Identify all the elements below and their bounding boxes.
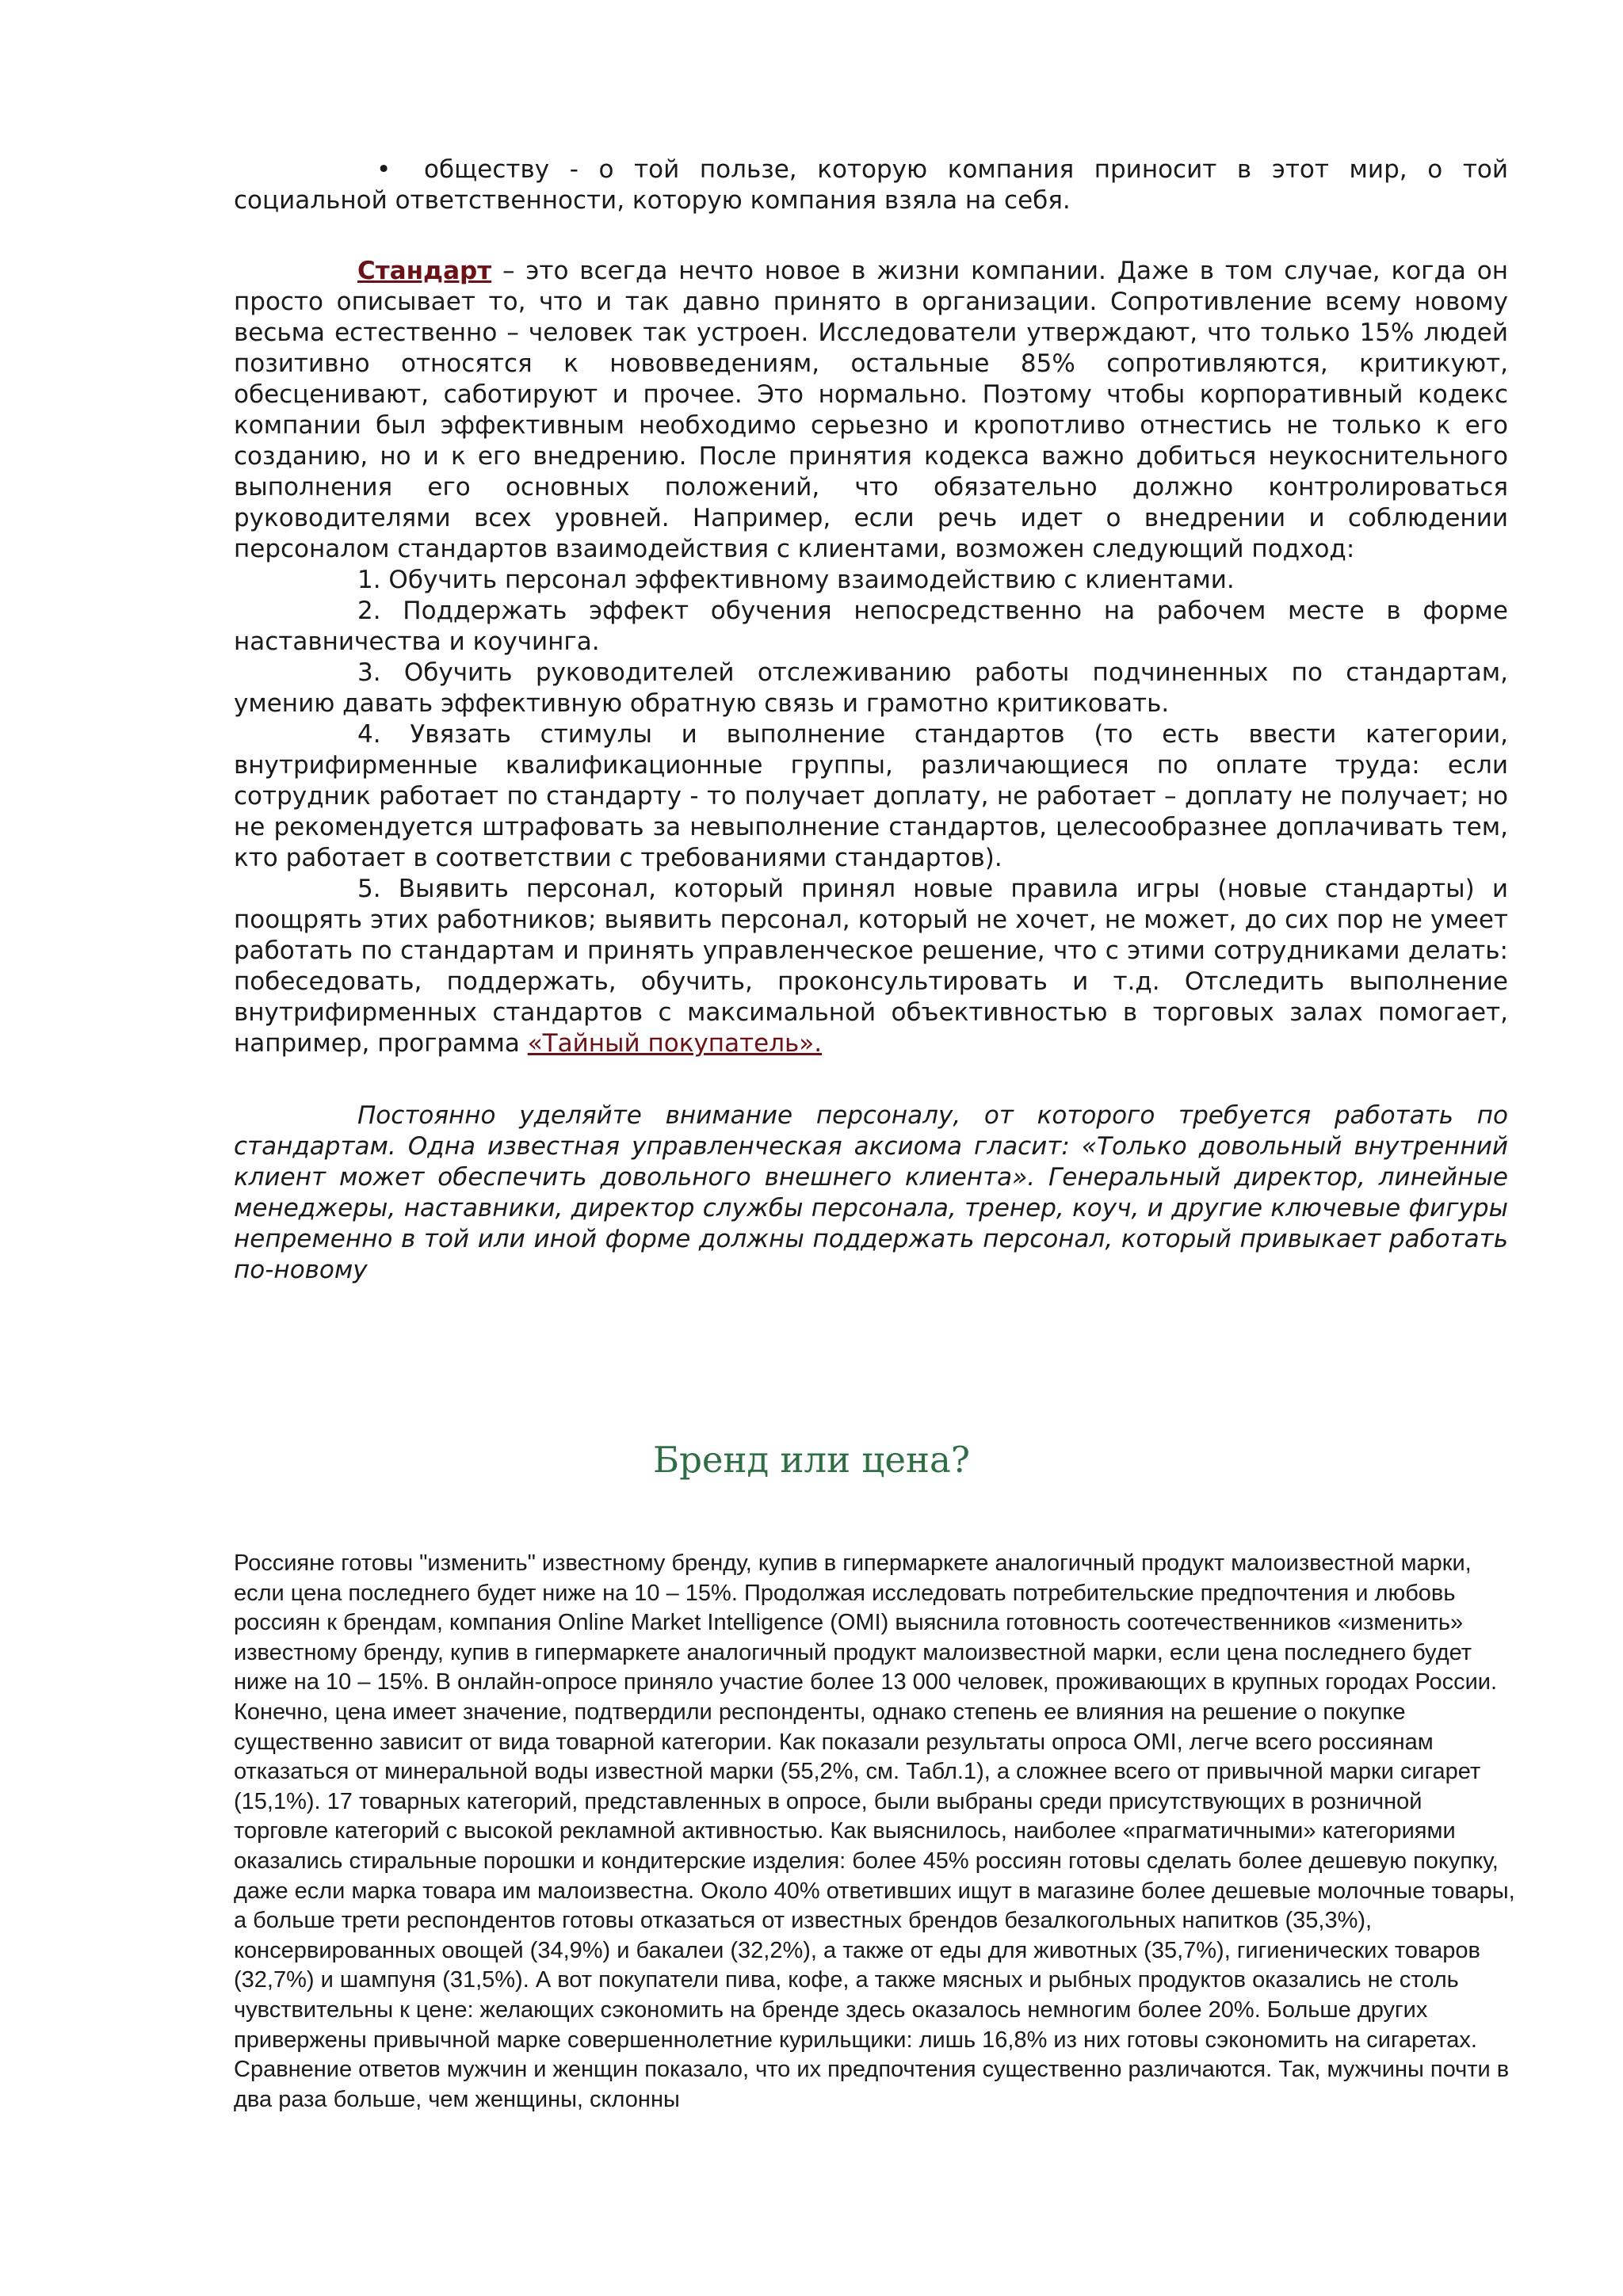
standard-paragraph [234, 256, 1508, 565]
bullet-icon: • [376, 155, 391, 184]
standard-text: – это всегда нечто новое в жизни компании. Даже в том случае, когда он просто описывает то, что и так давно принято в организации. Сопротивление всему новому весьма естественно – человек так устроен. Исследователи утверждают, что только 15% людей позитивно относятся к нововведениям, остальные 85% сопротивляются, критикуют, обесценивают, саботируют и прочее. Это нормально. Поэтому чтобы корпоративный кодекс компании был эффективным необходимо серьезно и кропотливо отнестись не только к его созданию, но и к его внедрению. После принятия кодекса важно добиться неукоснительного выполнения его основных положений, что обязательно должно контролироваться руководителями всех уровней. Например, если речь идет о внедрении и соблюдении персоналом стандартов взаимодействия с клиентами, возможен следующий подход: [234, 257, 1508, 563]
step-item: 2. Поддержать эффект обучения непосредственно на рабочем месте в форме наставничества и коучинга. [234, 597, 1508, 656]
bullet-paragraph [234, 154, 1508, 216]
standard-term-link[interactable]: Стандарт [357, 257, 492, 285]
article-title: Бренд или цена? [653, 1439, 970, 1481]
step-item: 3. Обучить руководителей отслеживанию работы подчиненных по стандартам, умению давать эффективную обратную связь и грамотно критиковать. [234, 658, 1508, 718]
step-item-5 [234, 874, 1508, 1059]
step-item: 1. Обучить персонал эффективному взаимодействию с клиентами. [357, 566, 1235, 594]
italic-note: Постоянно уделяйте внимание персоналу, от которого требуется работать по стандартам. Одна известная управленческая аксиома гласит: «Только довольный внутренний клиент может обеспечить довольного внешнего клиента». Генеральный директор, линейные менеджеры, наставники, директор службы персонала, тренер, коуч, и другие ключевые фигуры непременно в той или иной форме должны поддержать персонал, который привыкает работать по-новому [234, 1101, 1508, 1284]
article-body [234, 1549, 1518, 2115]
page-content [234, 154, 1508, 1286]
step-5-text: 5. Выявить персонал, который принял новые правила игры (новые стандарты) и поощрять этих работников; выявить персонал, который не хочет, не может, до сих пор не умеет работать по стандартам и принять управленческое решение, что с этими сотрудниками делать: побеседовать, поддержать, обучить, проконсультировать и т.д. Отследить выполнение внутрифирменных стандартов с максимальной объективностью в торговых залах помогает, например, программа [234, 875, 1508, 1058]
bullet-text: обществу - о той пользе, которую компания приносит в этот мир, о той социальной ответственности, которую компания взяла на себя. [234, 155, 1508, 215]
article-paragraph: Россияне готовы "изменить" известному бренду, купив в гипермаркете аналогичный продукт малоизвестной марки, если цена последнего будет ниже на 10 – 15%. Продолжая исследовать потребительские предпочтения и любовь россиян к брендам, компания Online Market Intelligence (OMI) выяснила готовность соотечественников «изменить» известному бренду, купив в гипермаркете аналогичный продукт малоизвестной марки, если цена последнего будет ниже на 10 – 15%. В онлайн-опросе приняло участие более 13 000 человек, проживающих в крупных городах России. Конечно, цена имеет значение, подтвердили респонденты, однако степень ее влияния на решение о покупке существенно зависит от вида товарной категории. Как показали результаты опроса OMI, легче всего россиянам отказаться от минеральной воды известной марки (55,2%, см. Табл.1), а сложнее всего от привычной марки сигарет (15,1%). 17 товарных категорий, представленных в опросе, были выбраны среди присутствующих в розничной торговле категорий с высокой рекламной активностью. Как выяснилось, наиболее «прагматичными» категориями оказались стиральные порошки и кондитерские изделия: более 45% россиян готовы сделать более дешевую покупку, даже если марка товара им малоизвестна. Около 40% ответивших ищут в магазине более дешевые молочные товары, а больше трети респондентов готовы отказаться от известных брендов безалкогольных напитков (35,3%), консервированных овощей (34,9%) и бакалеи (32,2%), а также от еды для животных (35,7%), гигиенических товаров (32,7%) и шампуня (31,5%). А вот покупатели пива, кофе, а также мясных и рыбных продуктов оказались не столь чувствительны к цене: желающих сэкономить на бренде здесь оказалось немногим более 20%. Больше других привержены привычной марке совершеннолетние курильщики: лишь 16,8% из них готовы сэкономить на сигаретах. Сравнение ответов мужчин и женщин показало, что их предпочтения существенно различаются. Так, мужчины почти в два раза больше, чем женщины, склонны [234, 1550, 1515, 2112]
secret-shopper-link[interactable]: «Тайный покупатель». [527, 1029, 823, 1058]
step-item: 4. Увязать стимулы и выполнение стандартов (то есть ввести категории, внутрифирменные квалификационные группы, различающиеся по оплате труда: если сотрудник работает по стандарту - то получает доплату, не работает – доплату не получает; но не рекомендуется штрафовать за невыполнение стандартов, целесообразнее доплачивать тем, кто работает в соответствии с требованиями стандартов). [234, 720, 1508, 872]
